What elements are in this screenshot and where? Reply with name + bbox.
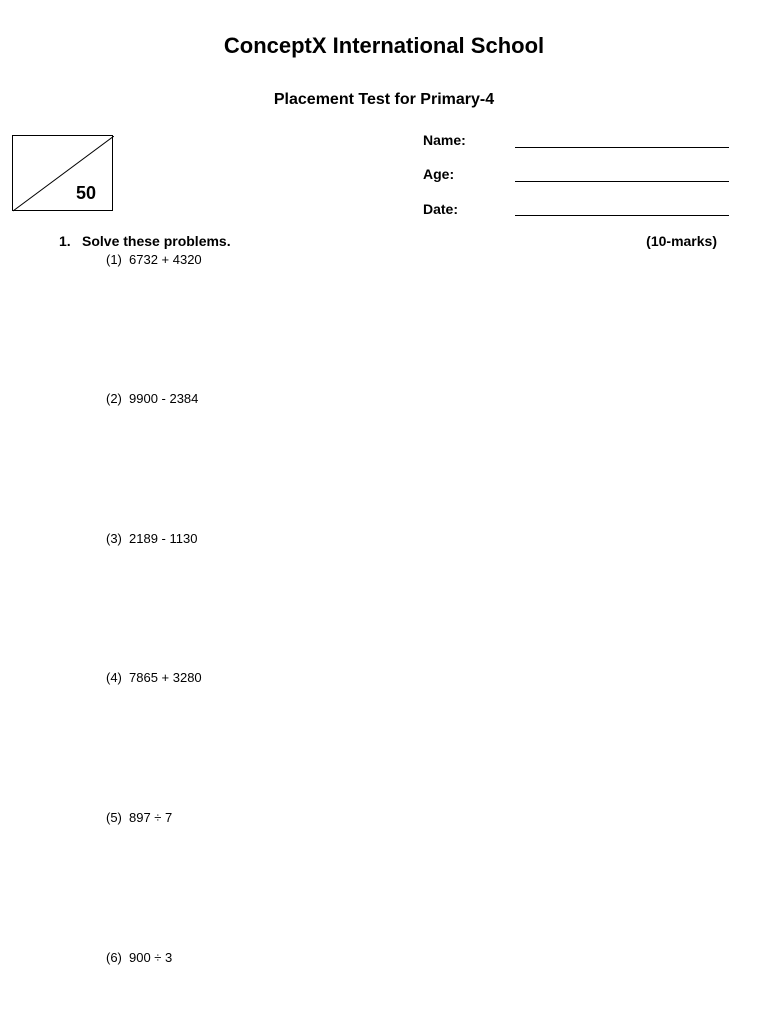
- problem-expression: 897 ÷ 7: [129, 810, 173, 825]
- score-total: 50: [76, 183, 97, 203]
- score-box: [12, 135, 113, 211]
- problem-1: [106, 252, 202, 267]
- date-field-line[interactable]: [515, 199, 729, 216]
- age-label: Age:: [423, 166, 455, 182]
- problem-expression: 9900 - 2384: [129, 391, 199, 406]
- problem-number: (5): [106, 810, 122, 825]
- problem-4: [106, 670, 202, 685]
- score-diagonal: [13, 136, 114, 212]
- problem-number: (3): [106, 531, 122, 546]
- problem-5: [106, 810, 172, 825]
- school-title: ConceptX International School: [223, 33, 545, 58]
- problem-expression: 6732 + 4320: [129, 252, 202, 267]
- problem-2: [106, 391, 198, 406]
- problem-expression: 2189 - 1130: [129, 531, 198, 546]
- problem-3: [106, 531, 197, 546]
- question-number: 1.: [59, 233, 71, 249]
- age-field-line[interactable]: [515, 165, 729, 182]
- test-title: Placement Test for Primary-4: [273, 91, 495, 108]
- problem-number: (1): [106, 252, 122, 267]
- problem-number: (2): [106, 391, 122, 406]
- question-heading: [59, 233, 231, 249]
- name-label: Name:: [423, 132, 466, 148]
- name-field-line[interactable]: [515, 131, 729, 148]
- question-title: Solve these problems.: [82, 233, 231, 249]
- problem-expression: 7865 + 3280: [129, 670, 202, 685]
- problem-expression: 900 ÷ 3: [129, 950, 173, 965]
- problem-number: (4): [106, 670, 122, 685]
- problem-number: (6): [106, 950, 122, 965]
- question-marks: (10-marks): [646, 233, 717, 249]
- date-label: Date:: [423, 201, 459, 217]
- problem-6: [106, 950, 172, 965]
